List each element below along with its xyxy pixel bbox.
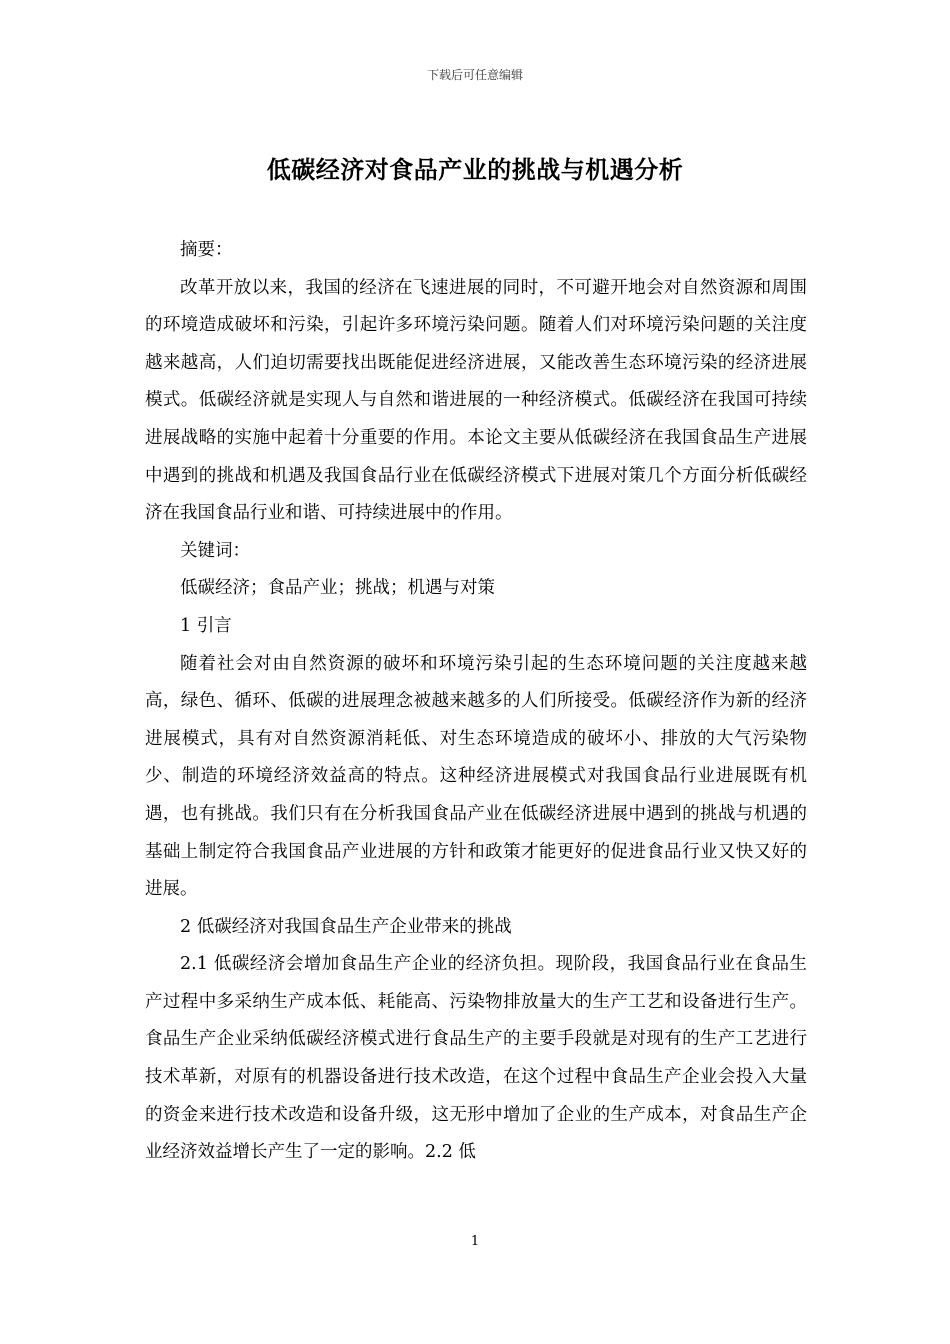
- document-body: [145, 232, 807, 1172]
- keywords-heading: 关键词：: [180, 540, 250, 561]
- abstract-paragraph: 改革开放以来，我国的经济在飞速进展的同时，不可避开地会对自然资源和周围的环境造成破坏和污染，引起许多环境污染问题。随着人们对环境污染问题的关注度越来越高，人们迫切需要找出既能促进经济进展，又能改善生态环境污染的经济进展模式。低碳经济就是实现人与自然和谐进展的一种经济模式。低碳经济在我国可持续进展战略的实施中起着十分重要的作用。本论文主要从低碳经济在我国食品生产进展中遇到的挑战和机遇及我国食品行业在低碳经济模式下进展对策几个方面分析低碳经济在我国食品行业和谐、可持续进展中的作用。: [145, 277, 807, 524]
- keywords-list: 低碳经济；食品产业；挑战；机遇与对策: [180, 578, 495, 599]
- challenges-paragraph: 2.1 低碳经济会增加食品生产企业的经济负担。现阶段，我国食品行业在食品生产过程中多采纳生产成本低、耗能高、污染物排放量大的生产工艺和设备进行生产。食品生产企业采纳低碳经济模式进行食品生产的主要手段就是对现有的生产工艺进行技术革新，对原有的机器设备进行技术改造，在这个过程中食品生产企业会投入大量的资金来进行技术改造和设备升级，这无形中增加了企业的生产成本，对食品生产企业经济效益增长产生了一定的影响。2.2 低: [145, 954, 807, 1163]
- page-number: 1: [470, 1234, 480, 1249]
- page-header-note: 下载后可任意编辑: [426, 68, 523, 82]
- section-heading-introduction: 1 引言: [180, 615, 232, 636]
- section-heading-challenges: 2 低碳经济对我国食品生产企业带来的挑战: [180, 916, 512, 937]
- abstract-heading: 摘要：: [180, 240, 233, 260]
- document-title: 低碳经济对食品产业的挑战与机遇分析: [266, 156, 684, 184]
- introduction-paragraph: 随着社会对由自然资源的破坏和环境污染引起的生态环境问题的关注度越来越高，绿色、循环、低碳的进展理念被越来越多的人们所接受。低碳经济作为新的经济进展模式，具有对自然资源消耗低、对生态环境造成的破坏小、排放的大气污染物少、制造的环境经济效益高的特点。这种经济进展模式对我国食品行业进展既有机遇，也有挑战。我们只有在分析我国食品产业在低碳经济进展中遇到的挑战与机遇的基础上制定符合我国食品产业进展的方针和政策才能更好的促进食品行业又快又好的进展。: [145, 653, 807, 900]
